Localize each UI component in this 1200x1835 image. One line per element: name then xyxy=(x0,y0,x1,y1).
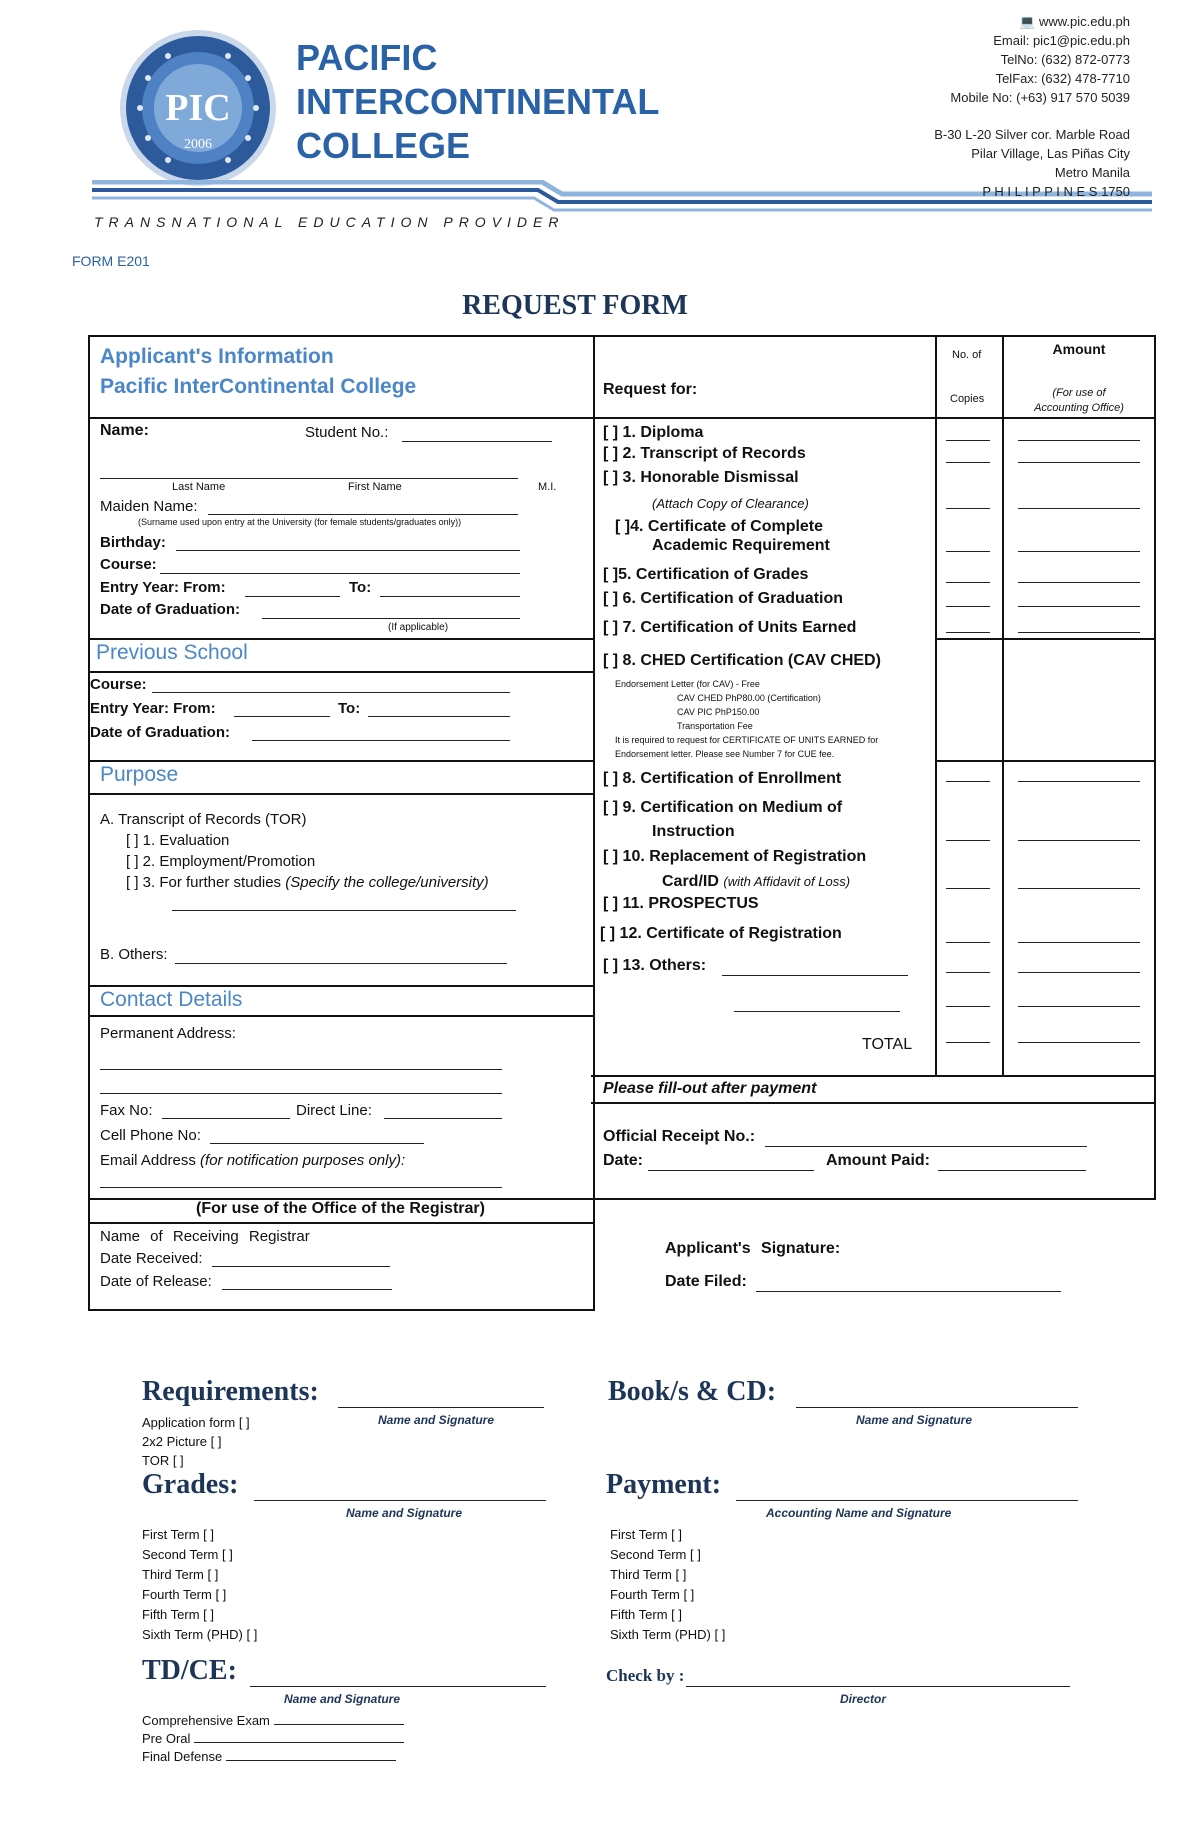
first-name-caption: First Name xyxy=(348,481,402,493)
amount-field[interactable] xyxy=(1018,440,1140,441)
prev-entry-from-label: Entry Year: From: xyxy=(90,700,216,717)
request-units-earned[interactable]: [ ] 7. Certification of Units Earned xyxy=(603,619,857,636)
address-line: Metro Manila xyxy=(1054,165,1130,180)
payment-grades-list: First Term [ ] Second Term [ ] Third Term [ ] Fourth Term [ ] Fifth Term [ ] Sixth Term (PHD) [ ] xyxy=(610,1527,726,1642)
direct-line-label: Direct Line: xyxy=(296,1102,372,1119)
prev-entry-to-field[interactable] xyxy=(368,716,510,717)
address-line: B-30 L-20 Silver cor. Marble Road xyxy=(934,127,1130,142)
grades-list: First Term [ ] Second Term [ ] Third Term [ ] Fourth Term [ ] Fifth Term [ ] Sixth Term (PHD) [ ] xyxy=(142,1527,258,1642)
college-university-field[interactable] xyxy=(172,910,516,911)
grades-name-sig: Name and Signature xyxy=(346,1506,463,1520)
purpose-evaluation[interactable]: [ ] 1. Evaluation xyxy=(126,832,230,849)
cell-field[interactable] xyxy=(210,1143,424,1144)
copies-field[interactable] xyxy=(946,840,990,841)
registrar-heading: (For use of the Office of the Registrar) xyxy=(196,1200,485,1217)
amount-field[interactable] xyxy=(1018,972,1140,973)
entry-to-label: To: xyxy=(349,579,372,596)
amount-field[interactable] xyxy=(1018,840,1140,841)
email[interactable]: Email: pic1@pic.edu.ph xyxy=(993,33,1130,48)
copies-field[interactable] xyxy=(946,462,990,463)
fax-label: Fax No: xyxy=(100,1102,153,1119)
request-diploma[interactable]: [ ] 1. Diploma xyxy=(603,424,704,441)
amount-field[interactable] xyxy=(1018,1042,1140,1043)
email-address-label: Email Address (for notification purposes only): xyxy=(100,1152,406,1169)
card-id-text: Card/ID (with Affidavit of Loss) xyxy=(662,873,851,890)
website[interactable]: www.pic.edu.ph xyxy=(1038,14,1130,29)
entry-to-field[interactable] xyxy=(380,596,520,597)
request-ched[interactable]: [ ] 8. CHED Certification (CAV CHED) xyxy=(603,652,881,669)
amount-field[interactable] xyxy=(1018,462,1140,463)
prev-entry-to-label: To: xyxy=(338,700,361,717)
contact-heading: Contact Details xyxy=(100,988,243,1011)
tagline: TRANSNATIONAL EDUCATION PROVIDER xyxy=(94,214,565,230)
receiving-registrar-label: Name of Receiving Registrar xyxy=(100,1228,310,1245)
address-field-2[interactable] xyxy=(100,1093,502,1094)
ched-notes: Endorsement Letter (for CAV) - Free CAV CHED PhP80.00 (Certification) CAV PIC PhP150.00 Transportation Fee It is required to request for CERTIFICATE OF UNITS EARNED for Endorsement letter. Please see Number 7 for CUE fee. xyxy=(615,679,879,759)
svg-text:PIC: PIC xyxy=(165,87,231,129)
request-others-field[interactable] xyxy=(722,975,908,976)
grad-field[interactable] xyxy=(262,618,520,619)
permanent-address-label: Permanent Address: xyxy=(100,1025,236,1042)
attach-clearance-note: (Attach Copy of Clearance) xyxy=(652,496,809,511)
copies-field[interactable] xyxy=(946,606,990,607)
no-of-header: No. of xyxy=(952,349,982,361)
copies-field[interactable] xyxy=(946,1006,990,1007)
amount-field[interactable] xyxy=(1018,551,1140,552)
form-box-right xyxy=(591,335,1156,1200)
check-by-label: Check by : xyxy=(606,1666,685,1685)
college-logo xyxy=(118,28,278,188)
total-label: TOTAL xyxy=(862,1036,913,1053)
purpose-a: A. Transcript of Records (TOR) xyxy=(100,811,307,828)
grades-heading: Grades: xyxy=(142,1469,239,1500)
director-caption: Director xyxy=(840,1692,887,1706)
telno: TelNo: (632) 872-0773 xyxy=(1000,52,1130,67)
check-by-field[interactable] xyxy=(686,1686,1070,1687)
payment-signature-field[interactable] xyxy=(736,1500,1078,1501)
purpose-heading: Purpose xyxy=(100,763,179,786)
request-heading: Request for: xyxy=(603,381,698,398)
copies-header: Copies xyxy=(950,393,985,405)
fax-field[interactable] xyxy=(162,1118,290,1119)
amount-field[interactable] xyxy=(1018,888,1140,889)
tdce-heading: TD/CE: xyxy=(142,1655,237,1686)
svg-text:2006: 2006 xyxy=(184,137,212,152)
maiden-label: Maiden Name: xyxy=(100,498,198,515)
prev-course-field[interactable] xyxy=(152,692,510,693)
purpose-others-field[interactable] xyxy=(175,963,507,964)
name-label: Name: xyxy=(100,422,149,439)
previous-school-heading: Previous School xyxy=(96,641,248,664)
prev-grad-label: Date of Graduation: xyxy=(90,724,231,741)
address-field-1[interactable] xyxy=(100,1069,502,1070)
accounting-name-sig: Accounting Name and Signature xyxy=(766,1506,952,1520)
course-field[interactable] xyxy=(160,573,520,574)
direct-line-field[interactable] xyxy=(384,1118,502,1119)
date-release-field[interactable] xyxy=(222,1289,392,1290)
grades-signature-field[interactable] xyxy=(254,1500,546,1501)
course-label: Course: xyxy=(100,556,157,573)
request-medium-instruction[interactable]: [ ] 9. Certification on Medium of xyxy=(603,799,843,816)
requirements-name-sig: Name and Signature xyxy=(378,1413,495,1427)
receipt-field[interactable] xyxy=(765,1146,1087,1147)
copies-field[interactable] xyxy=(946,632,990,633)
maiden-note: (Surname used upon entry at the University (for female students/graduates only)) xyxy=(138,517,462,527)
amount-field[interactable] xyxy=(1018,582,1140,583)
amount-field[interactable] xyxy=(1018,1006,1140,1007)
amount-field[interactable] xyxy=(1018,606,1140,607)
amount-field[interactable] xyxy=(1018,942,1140,943)
prev-grad-field[interactable] xyxy=(252,740,510,741)
purpose-others-label: B. Others: xyxy=(100,946,168,963)
prev-course-label: Course: xyxy=(90,676,147,693)
payment-heading: Please fill-out after payment xyxy=(603,1080,817,1097)
tdce-name-sig: Name and Signature xyxy=(284,1692,401,1706)
cell-label: Cell Phone No: xyxy=(100,1127,201,1144)
last-name-caption: Last Name xyxy=(172,481,226,493)
telfax: TelFax: (632) 478-7710 xyxy=(995,71,1130,86)
mobile: Mobile No: (+63) 917 570 5039 xyxy=(950,90,1130,105)
request-honorable-dismissal[interactable]: [ ] 3. Honorable Dismissal xyxy=(603,469,799,486)
birthday-field[interactable] xyxy=(176,550,520,551)
date-filed-label: Date Filed: xyxy=(665,1273,747,1290)
requirements-list: Application form [ ] 2x2 Picture [ ] TOR [ ] xyxy=(142,1415,250,1468)
date-release-label: Date of Release: xyxy=(100,1273,212,1290)
amount-note: (For use of Accounting Office) xyxy=(1034,387,1124,414)
amount-field[interactable] xyxy=(1018,632,1140,633)
request-grades[interactable]: [ ]5. Certification of Grades xyxy=(603,566,809,583)
payment-bottom-heading: Payment: xyxy=(606,1469,722,1500)
amount-header: Amount xyxy=(1052,341,1106,357)
copies-field[interactable] xyxy=(946,582,990,583)
page-title: REQUEST FORM xyxy=(462,290,688,321)
requirements-signature-field[interactable] xyxy=(338,1407,544,1408)
tdce-list: Comprehensive Exam Pre Oral Final Defense xyxy=(142,1712,404,1766)
if-applicable-note: (If applicable) xyxy=(388,622,449,633)
request-tor[interactable]: [ ] 2. Transcript of Records xyxy=(603,445,806,462)
student-no-field[interactable] xyxy=(402,441,552,442)
request-others-field-2[interactable] xyxy=(734,1011,900,1012)
instruction-text: Instruction xyxy=(652,823,735,840)
applicant-heading: Applicant's Information Pacific InterContinental College xyxy=(100,345,417,398)
amount-field[interactable] xyxy=(1018,781,1140,782)
purpose-further-studies[interactable]: [ ] 3. For further studies (Specify the college/university) xyxy=(126,874,489,891)
receipt-label: Official Receipt No.: xyxy=(603,1128,756,1145)
amount-paid-field[interactable] xyxy=(938,1170,1086,1171)
address-line: P H I L I P P I N E S 1750 xyxy=(982,184,1130,199)
request-prospectus[interactable]: [ ] 11. PROSPECTUS xyxy=(603,895,759,912)
amount-paid-label: Amount Paid: xyxy=(826,1152,930,1169)
copies-field[interactable] xyxy=(946,781,990,782)
request-enrollment[interactable]: [ ] 8. Certification of Enrollment xyxy=(603,770,842,787)
email-address-field[interactable] xyxy=(100,1187,502,1188)
grad-label: Date of Graduation: xyxy=(100,601,241,618)
payment-date-label: Date: xyxy=(603,1152,644,1169)
request-others[interactable]: [ ] 13. Others: xyxy=(603,957,707,974)
copies-field[interactable] xyxy=(946,942,990,943)
address-line: Pilar Village, Las Piñas City xyxy=(971,146,1130,161)
copies-field[interactable] xyxy=(946,440,990,441)
college-name: PACIFIC INTERCONTINENTAL COLLEGE xyxy=(296,37,660,166)
request-replacement-id[interactable]: [ ] 10. Replacement of Registration xyxy=(603,848,867,865)
applicant-signature-label: Applicant's Signature: xyxy=(665,1240,841,1257)
copies-field[interactable] xyxy=(946,888,990,889)
full-name-field[interactable] xyxy=(100,478,518,479)
copies-field[interactable] xyxy=(946,551,990,552)
payment-date-field[interactable] xyxy=(648,1170,814,1171)
entry-from-label: Entry Year: From: xyxy=(100,579,226,596)
academic-requirement-text: Academic Requirement xyxy=(652,537,830,554)
request-registration-cert[interactable]: [ ] 12. Certificate of Registration xyxy=(600,925,842,942)
prev-entry-from-field[interactable] xyxy=(234,716,330,717)
tdce-signature-field[interactable] xyxy=(250,1686,546,1687)
date-filed-field[interactable] xyxy=(756,1291,1061,1292)
request-complete-academic[interactable]: [ ]4. Certificate of Complete xyxy=(615,518,824,535)
amount-field[interactable] xyxy=(1018,508,1140,509)
request-graduation[interactable]: [ ] 6. Certification of Graduation xyxy=(603,590,844,607)
student-no-label: Student No.: xyxy=(305,424,389,441)
requirements-heading: Requirements: xyxy=(142,1376,319,1407)
copies-field[interactable] xyxy=(946,508,990,509)
entry-from-field[interactable] xyxy=(245,596,340,597)
purpose-employment[interactable]: [ ] 2. Employment/Promotion xyxy=(126,853,316,870)
copies-field[interactable] xyxy=(946,1042,990,1043)
date-received-label: Date Received: xyxy=(100,1250,203,1267)
computer-icon: 💻 xyxy=(1019,14,1036,29)
birthday-label: Birthday: xyxy=(100,534,166,551)
books-signature-field[interactable] xyxy=(796,1407,1078,1408)
mi-caption: M.I. xyxy=(538,481,557,493)
contact-block xyxy=(934,12,1130,201)
books-heading: Book/s & CD: xyxy=(608,1376,777,1407)
maiden-field[interactable] xyxy=(208,514,518,515)
date-received-field[interactable] xyxy=(212,1266,390,1267)
books-name-sig: Name and Signature xyxy=(856,1413,973,1427)
copies-field[interactable] xyxy=(946,972,990,973)
form-code: FORM E201 xyxy=(72,253,150,269)
